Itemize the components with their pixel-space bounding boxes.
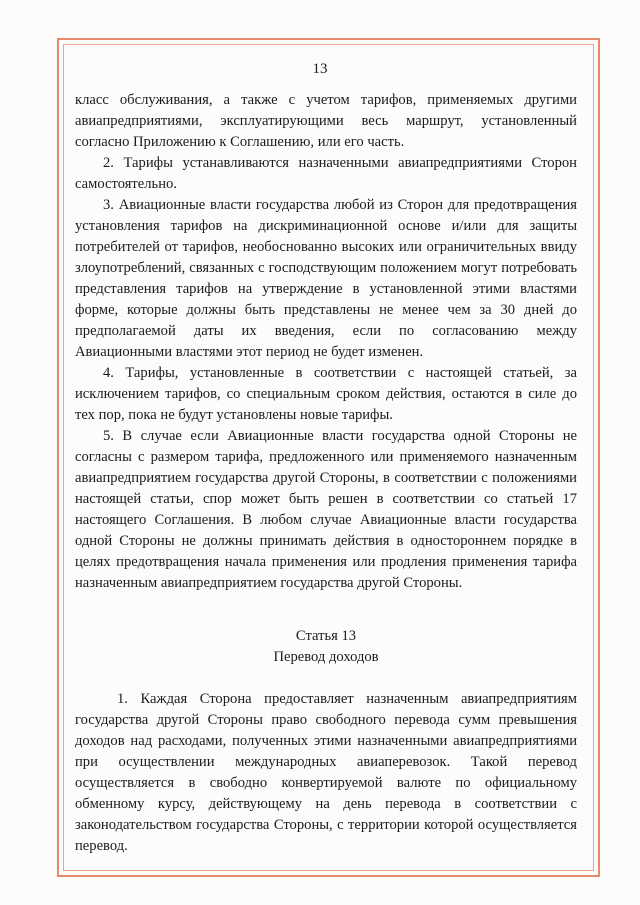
spacer xyxy=(75,594,577,626)
page-content xyxy=(75,90,577,857)
article-paragraph-1: 1. Каждая Сторона предоставляет назначенным авиапредприятиям государства другой Стороны право свободного перевода сумм превышения доходов над расходами, полученных этими назначенными авиапредприятиями при осуществлении международных авиаперевозок. Такой перевод осуществляется в свободно конвертируемой валюте по официальному обменному курсу, действующему на день перевода в соответствии с законодательством государства Стороны, с территории которой осуществляется перевод. xyxy=(75,691,577,854)
paragraph-4: 4. Тарифы, установленные в соответствии с настоящей статьей, за исключением тарифов, со специальным сроком действия, остаются в силе до тех пор, пока не будут установлены новые тарифы. xyxy=(75,365,577,423)
paragraph-2: 2. Тарифы устанавливаются назначенными авиапредприятиями Сторон самостоятельно. xyxy=(75,155,577,192)
article-number: Статья 13 xyxy=(295,628,357,644)
paragraph-3: 3. Авиационные власти государства любой из Сторон для предотвращения установления тарифов на дискриминационной основе и/или для защиты потребителей от тарифов, необоснованно высоких или ограничительных ввиду злоупотреблений, связанных с господствующим положением могут потребовать представления тарифов на утверждение в установленной этими властями форме, которые должны быть представлены не менее чем за 30 дней до предполагаемой даты их введения, если по согласованию между Авиационными властями этот период не будет изменен. xyxy=(75,197,577,360)
article-title: Перевод доходов xyxy=(273,649,379,665)
paragraph-5: 5. В случае если Авиационные власти государства одной Стороны не согласны с размером тарифа, предложенного или применяемого назначенным авиапредприятием государства другой Стороны, в соответствии с положениями настоящей статьи, спор может быть решен в соответствии со статьей 17 настоящего Соглашения. В любом случае Авиационные власти государства одной Стороны не должны принимать действия в одностороннем порядке в целях предотвращения начала применения или продления применения тарифа назначенным авиапредприятием государства другой Стороны. xyxy=(75,428,577,591)
spacer xyxy=(75,668,577,689)
paragraph-continuation: класс обслуживания, а также с учетом тарифов, применяемых другими авиапредприятиями, эксплуатирующими весь маршрут, установленный согласно Приложению к Соглашению, или его часть. xyxy=(75,92,577,150)
page-number: 13 xyxy=(312,61,328,77)
